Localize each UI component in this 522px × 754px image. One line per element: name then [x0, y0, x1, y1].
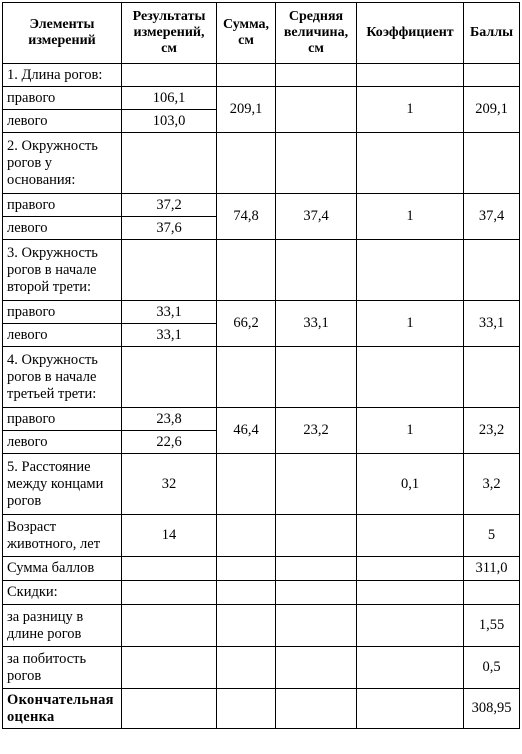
right-horn-label: правого	[3, 87, 122, 110]
right-horn-value: 37,2	[122, 194, 217, 217]
age-value: 14	[122, 515, 217, 557]
table-row	[3, 194, 520, 217]
right-horn-label: правого	[3, 301, 122, 324]
average-cell: 37,4	[276, 194, 357, 240]
sum-cell: 66,2	[217, 301, 276, 347]
average-cell: 23,2	[276, 408, 357, 454]
coefficient-cell: 0,1	[357, 454, 464, 515]
right-horn-value: 23,8	[122, 408, 217, 431]
table-row	[3, 689, 520, 729]
header-points: Баллы	[464, 3, 520, 64]
section-title: 2. Окружность рогов у основания:	[3, 133, 122, 194]
sum-cell: 209,1	[217, 87, 276, 133]
left-horn-label: левого	[3, 431, 122, 454]
section-title: 4. Окружность рогов в начале третьей трети:	[3, 347, 122, 408]
trophy-score-table	[2, 2, 520, 729]
table-row	[3, 347, 520, 408]
left-horn-label: левого	[3, 217, 122, 240]
left-horn-value: 37,6	[122, 217, 217, 240]
points-cell: 33,1	[464, 301, 520, 347]
right-horn-label: правого	[3, 408, 122, 431]
header-average: Средняя величина, см	[276, 3, 357, 64]
right-horn-label: правого	[3, 194, 122, 217]
section-title: 1. Длина рогов:	[3, 64, 122, 87]
header-sum: Сумма, см	[217, 3, 276, 64]
sum-cell: 46,4	[217, 408, 276, 454]
final-points: 308,95	[464, 689, 520, 729]
right-horn-value: 33,1	[122, 301, 217, 324]
section-title: 5. Расстояние между концами рогов	[3, 454, 122, 515]
length-discount-points: 1,55	[464, 605, 520, 647]
section-title: 3. Окружность рогов в начале второй трети:	[3, 240, 122, 301]
distance-value: 32	[122, 454, 217, 515]
average-cell	[276, 87, 357, 133]
left-horn-value: 33,1	[122, 324, 217, 347]
table-row	[3, 87, 520, 110]
table-row	[3, 605, 520, 647]
table-row	[3, 408, 520, 431]
table-row	[3, 515, 520, 557]
left-horn-label: левого	[3, 110, 122, 133]
table-row	[3, 301, 520, 324]
age-title: Возраст животного, лет	[3, 515, 122, 557]
coefficient-cell: 1	[357, 408, 464, 454]
left-horn-value: 22,6	[122, 431, 217, 454]
points-cell: 5	[464, 515, 520, 557]
table-row	[3, 133, 520, 194]
damage-discount-points: 0,5	[464, 647, 520, 689]
coefficient-cell: 1	[357, 87, 464, 133]
table-row	[3, 557, 520, 581]
right-horn-value: 106,1	[122, 87, 217, 110]
table-row	[3, 647, 520, 689]
average-cell: 33,1	[276, 301, 357, 347]
total-title: Сумма баллов	[3, 557, 122, 581]
header-elements: Элементы измерений	[3, 3, 122, 64]
table-row	[3, 240, 520, 301]
points-cell: 3,2	[464, 454, 520, 515]
final-title: Окончательная оценка	[3, 689, 122, 729]
total-points: 311,0	[464, 557, 520, 581]
header-row	[3, 3, 520, 64]
table-row	[3, 64, 520, 87]
coefficient-cell: 1	[357, 194, 464, 240]
length-discount-title: за разницу в длине рогов	[3, 605, 122, 647]
header-results: Результаты измерений, см	[122, 3, 217, 64]
table-row	[3, 454, 520, 515]
table-row	[3, 581, 520, 605]
discounts-title: Скидки:	[3, 581, 122, 605]
left-horn-label: левого	[3, 324, 122, 347]
coefficient-cell: 1	[357, 301, 464, 347]
left-horn-value: 103,0	[122, 110, 217, 133]
damage-discount-title: за побитость рогов	[3, 647, 122, 689]
header-coefficient: Коэффициент	[357, 3, 464, 64]
points-cell: 209,1	[464, 87, 520, 133]
sum-cell: 74,8	[217, 194, 276, 240]
points-cell: 23,2	[464, 408, 520, 454]
points-cell: 37,4	[464, 194, 520, 240]
